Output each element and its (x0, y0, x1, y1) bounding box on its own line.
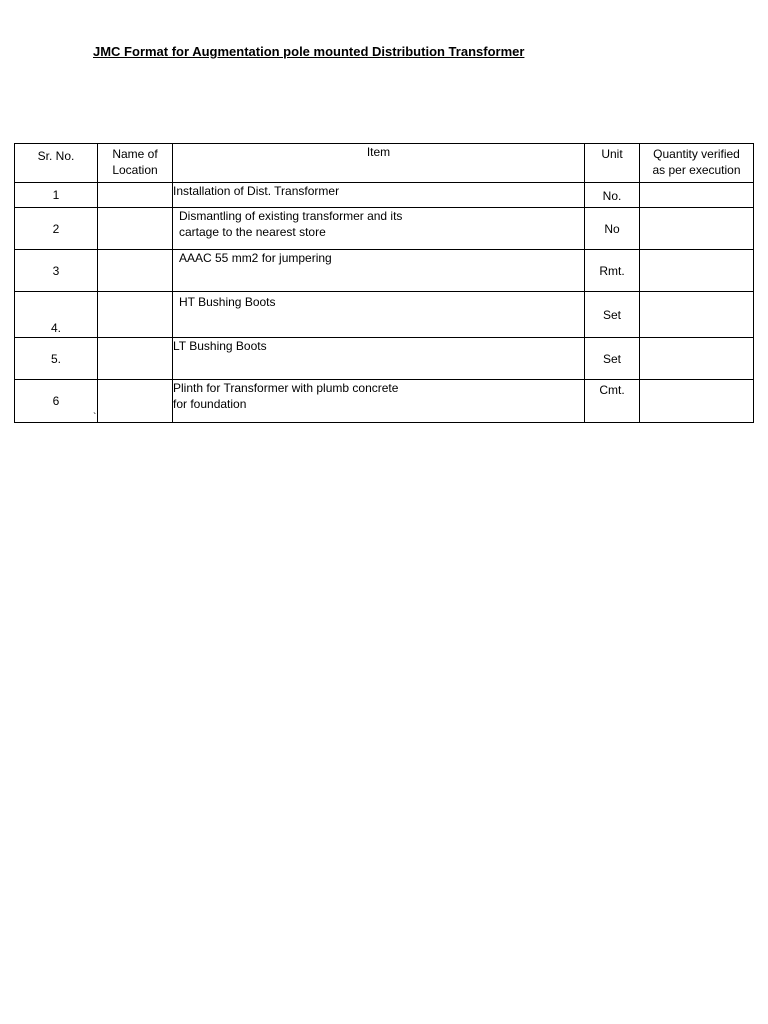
header-name-of-location (98, 144, 173, 183)
cell-unit: Rmt. (585, 250, 640, 292)
cell-unit: Set (585, 338, 640, 380)
item-line: for foundation (173, 397, 247, 411)
cell-sr-no: 4. (15, 292, 98, 338)
header-sr-no: Sr. No. (15, 144, 98, 183)
cell-item (173, 250, 585, 292)
cell-unit: Set (585, 292, 640, 338)
cell-location (98, 380, 173, 423)
cell-location (98, 292, 173, 338)
cell-quantity (640, 250, 754, 292)
header-location-line-1: Name of (112, 147, 158, 161)
cell-item (173, 338, 585, 380)
header-quantity-verified (640, 144, 754, 183)
cell-location (98, 208, 173, 250)
table-row (15, 183, 754, 208)
cell-sr-no: 6 (15, 380, 98, 423)
item-line: LT Bushing Boots (173, 339, 267, 353)
item-line: Installation of Dist. Transformer (173, 184, 340, 198)
table-row (15, 292, 754, 338)
table-row (15, 250, 754, 292)
cell-unit: Cmt. (585, 380, 640, 423)
cell-item (173, 380, 585, 423)
table-row (15, 380, 754, 423)
cell-item (173, 183, 585, 208)
cell-quantity (640, 380, 754, 423)
jmc-table (14, 143, 754, 423)
item-line: HT Bushing Boots (179, 295, 276, 309)
cell-unit: No (585, 208, 640, 250)
cell-quantity (640, 338, 754, 380)
cell-sr-no: 3 (15, 250, 98, 292)
cell-quantity (640, 208, 754, 250)
table-header-row (15, 144, 754, 183)
cell-sr-no: 5. (15, 338, 98, 380)
cell-sr-no: 1 (15, 183, 98, 208)
header-quantity-line-1: Quantity verified (653, 147, 740, 161)
header-item: Item (173, 144, 585, 183)
page-title: JMC Format for Augmentation pole mounted Distribution Transformer (93, 44, 525, 59)
cell-sr-no: 2 (15, 208, 98, 250)
cell-location (98, 250, 173, 292)
header-quantity-line-2: as per execution (652, 163, 741, 177)
cell-location (98, 183, 173, 208)
header-location-line-2: Location (112, 163, 158, 177)
item-line: Dismantling of existing transformer and its (179, 209, 403, 223)
cell-location (98, 338, 173, 380)
item-line: Plinth for Transformer with plumb concrete (173, 381, 399, 395)
cell-quantity (640, 292, 754, 338)
cell-item (173, 208, 585, 250)
table-row (15, 338, 754, 380)
cell-unit: No. (585, 183, 640, 208)
cell-item (173, 292, 585, 338)
cell-quantity (640, 183, 754, 208)
stray-mark: ` (93, 412, 97, 423)
item-line: cartage to the nearest store (179, 225, 326, 239)
item-line: AAAC 55 mm2 for jumpering (179, 251, 332, 265)
table-row (15, 208, 754, 250)
header-unit: Unit (585, 144, 640, 183)
